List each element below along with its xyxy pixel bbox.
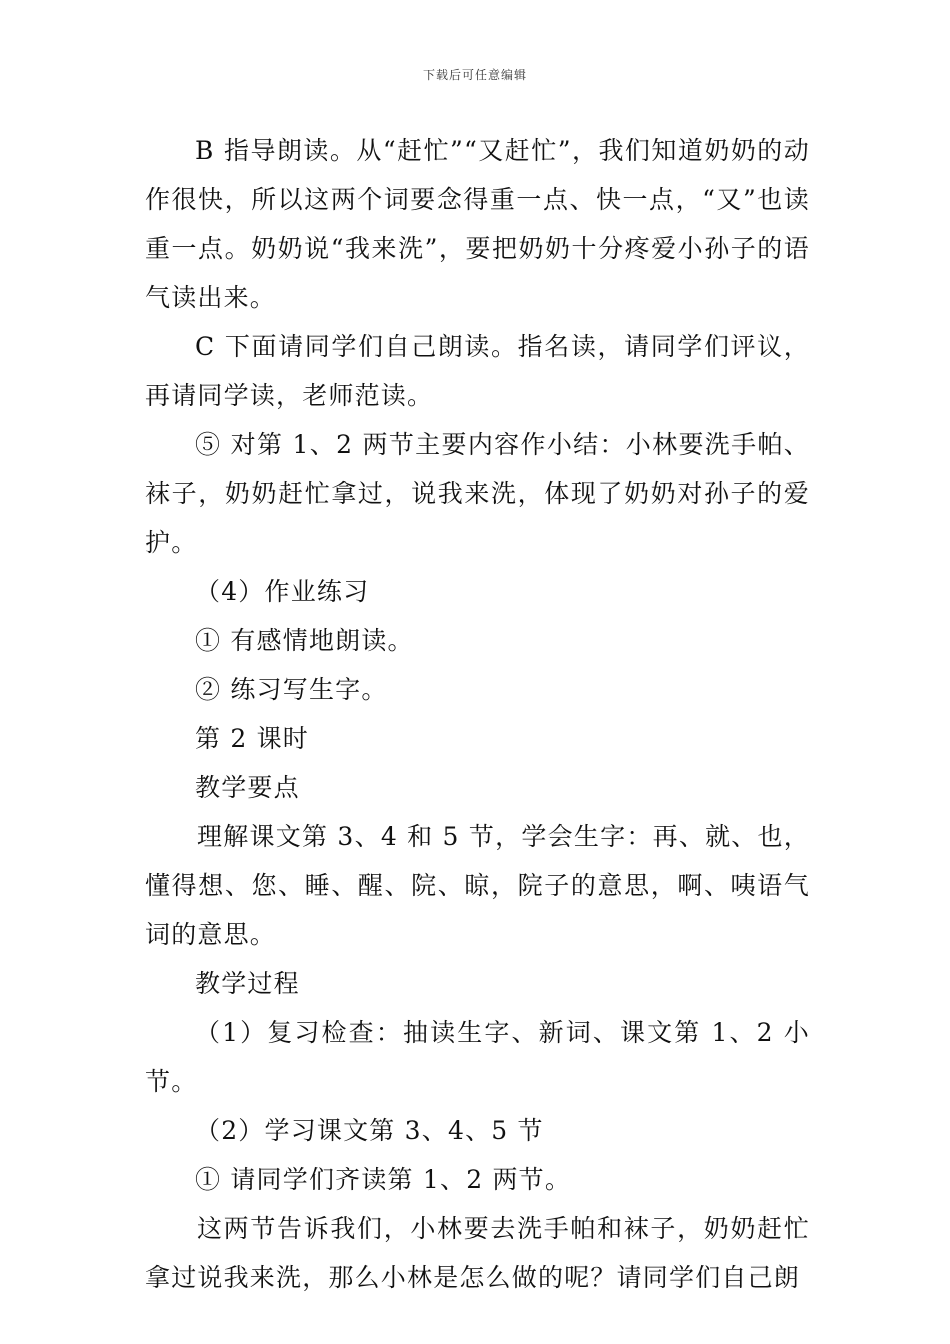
paragraph-review: （1）复习检查：抽读生字、新词、课文第 1、2 小节。 (145, 1018, 810, 1096)
paragraph-teaching-points: 理解课文第 3、4 和 5 节，学会生字：再、就、也，懂得想、您、睡、醒、院、晾，院子的意思，啊、咦语气词的意思。 (145, 822, 810, 949)
page-header: 下载后可任意编辑 (422, 68, 527, 82)
paragraph-reading-guide: B 指导朗读。从“赶忙”“又赶忙”，我们知道奶奶的动作很快，所以这两个词要念得重一点、快一点，“又”也读重一点。奶奶说“我来洗”，要把奶奶十分疼爱小孙子的语气读出来。 (145, 136, 810, 312)
paragraph-summary: ⑤ 对第 1、2 两节主要内容作小结：小林要洗手帕、袜子，奶奶赶忙拿过，说我来洗，体现了奶奶对孙子的爱护。 (145, 430, 810, 557)
paragraph-self-reading: C 下面请同学们自己朗读。指名读，请同学们评议，再请同学读，老师范读。 (145, 332, 810, 410)
list-item-read-aloud: ① 有感情地朗读。 (195, 626, 414, 655)
list-item-write-characters: ② 练习写生字。 (195, 675, 388, 704)
list-item-group-reading: ① 请同学们齐读第 1、2 两节。 (195, 1165, 572, 1194)
heading-teaching-points: 教学要点 (195, 773, 300, 802)
paragraph-transition: 这两节告诉我们，小林要去洗手帕和袜子，奶奶赶忙拿过说我来洗，那么小林是怎么做的呢？请同学们自己朗 (145, 1214, 810, 1292)
document-body (145, 126, 810, 1302)
heading-homework: （4）作业练习 (195, 577, 370, 606)
heading-lesson-2: 第 2 课时 (195, 724, 309, 753)
paragraph-study-sections: （2）学习课文第 3、4、5 节 (195, 1116, 544, 1145)
heading-teaching-process: 教学过程 (195, 969, 300, 998)
